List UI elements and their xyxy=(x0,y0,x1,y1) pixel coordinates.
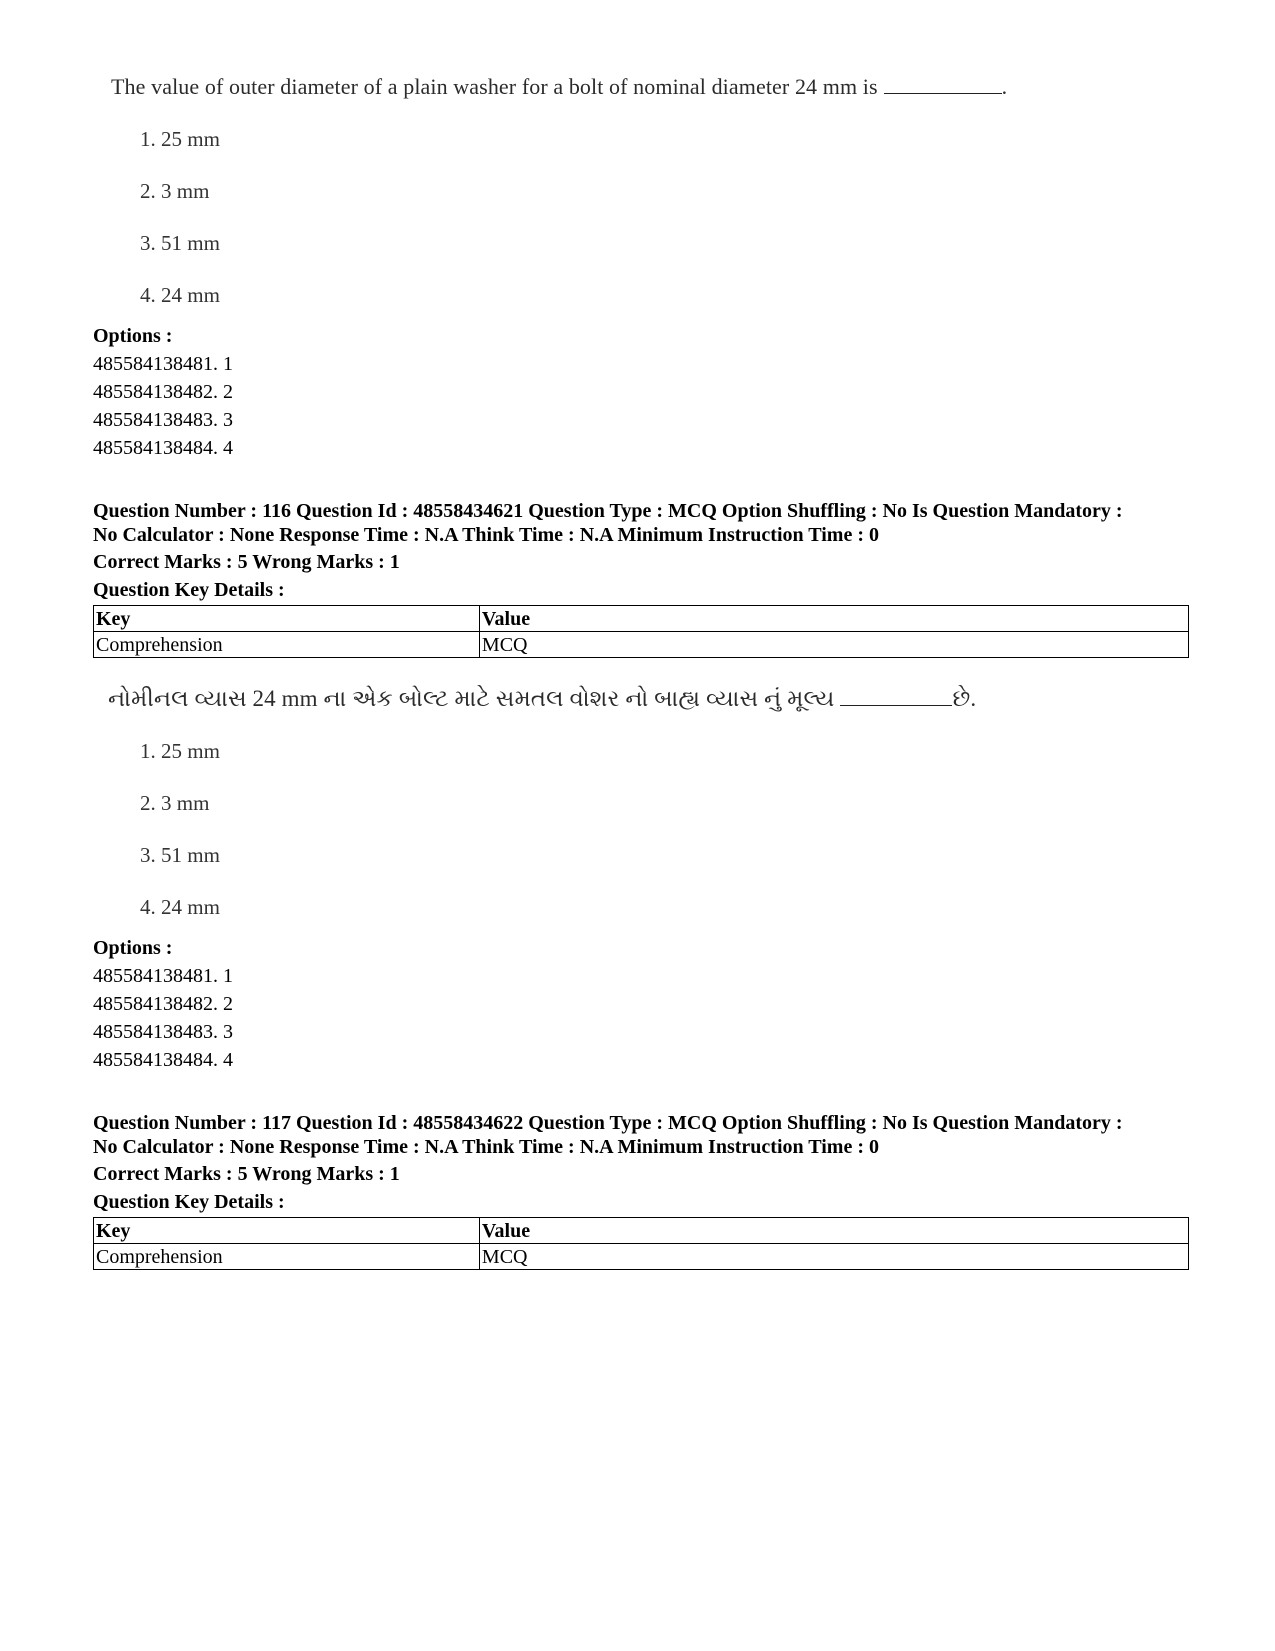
table-header-key: Key xyxy=(94,606,480,632)
question-text: નોમીનલ વ્યાસ 24 mm ના એક બોલ્ટ માટે સમતલ વોશર નો બાહ્ય વ્યાસ નું મૂલ્ય xyxy=(108,686,835,711)
table-header-value: Value xyxy=(479,1218,1188,1244)
option-line-4: 485584138484. 4 xyxy=(93,437,233,459)
option-line-3: 485584138483. 3 xyxy=(93,1021,233,1043)
question-text-gujarati xyxy=(108,686,976,712)
table-row xyxy=(94,632,1189,658)
choice-1: 1. 25 mm xyxy=(140,127,220,151)
choice-2: 2. 3 mm xyxy=(140,791,210,815)
table-header-value: Value xyxy=(479,606,1188,632)
question-meta-line-1: Question Number : 117 Question Id : 48558434622 Question Type : MCQ Option Shuffling : No Is Question Mandatory : xyxy=(93,1112,1123,1134)
table-header-row xyxy=(94,606,1189,632)
table-cell-value: MCQ xyxy=(479,1244,1188,1270)
question-text-english xyxy=(111,74,1007,100)
answer-blank xyxy=(840,687,952,706)
table-cell-key: Comprehension xyxy=(94,632,480,658)
question-end: છે. xyxy=(952,686,977,711)
options-label: Options : xyxy=(93,937,173,959)
choice-1: 1. 25 mm xyxy=(140,739,220,763)
key-details-label: Question Key Details : xyxy=(93,1191,285,1213)
key-details-label: Question Key Details : xyxy=(93,579,285,601)
option-line-4: 485584138484. 4 xyxy=(93,1049,233,1071)
option-line-2: 485584138482. 2 xyxy=(93,381,233,403)
choice-3: 3. 51 mm xyxy=(140,843,220,867)
choice-4: 4. 24 mm xyxy=(140,895,220,919)
table-header-row xyxy=(94,1218,1189,1244)
question-text: The value of outer diameter of a plain washer for a bolt of nominal diameter 24 mm is xyxy=(111,74,878,99)
answer-blank xyxy=(884,75,1002,94)
table-cell-value: MCQ xyxy=(479,632,1188,658)
marks-line: Correct Marks : 5 Wrong Marks : 1 xyxy=(93,1163,400,1185)
choice-4: 4. 24 mm xyxy=(140,283,220,307)
choice-3: 3. 51 mm xyxy=(140,231,220,255)
question-meta-line-2: No Calculator : None Response Time : N.A Think Time : N.A Minimum Instruction Time : 0 xyxy=(93,524,879,546)
key-details-table xyxy=(93,605,1189,658)
option-line-1: 485584138481. 1 xyxy=(93,965,233,987)
option-line-1: 485584138481. 1 xyxy=(93,353,233,375)
question-end: . xyxy=(1001,74,1008,99)
question-meta-line-2: No Calculator : None Response Time : N.A Think Time : N.A Minimum Instruction Time : 0 xyxy=(93,1136,879,1158)
table-header-key: Key xyxy=(94,1218,480,1244)
option-line-2: 485584138482. 2 xyxy=(93,993,233,1015)
table-row xyxy=(94,1244,1189,1270)
choice-2: 2. 3 mm xyxy=(140,179,210,203)
option-line-3: 485584138483. 3 xyxy=(93,409,233,431)
table-cell-key: Comprehension xyxy=(94,1244,480,1270)
question-meta-line-1: Question Number : 116 Question Id : 48558434621 Question Type : MCQ Option Shuffling : No Is Question Mandatory : xyxy=(93,500,1123,522)
question-meta-117 xyxy=(93,1111,1123,1159)
options-label: Options : xyxy=(93,325,173,347)
question-meta-116 xyxy=(93,499,1123,547)
key-details-table xyxy=(93,1217,1189,1270)
marks-line: Correct Marks : 5 Wrong Marks : 1 xyxy=(93,551,400,573)
